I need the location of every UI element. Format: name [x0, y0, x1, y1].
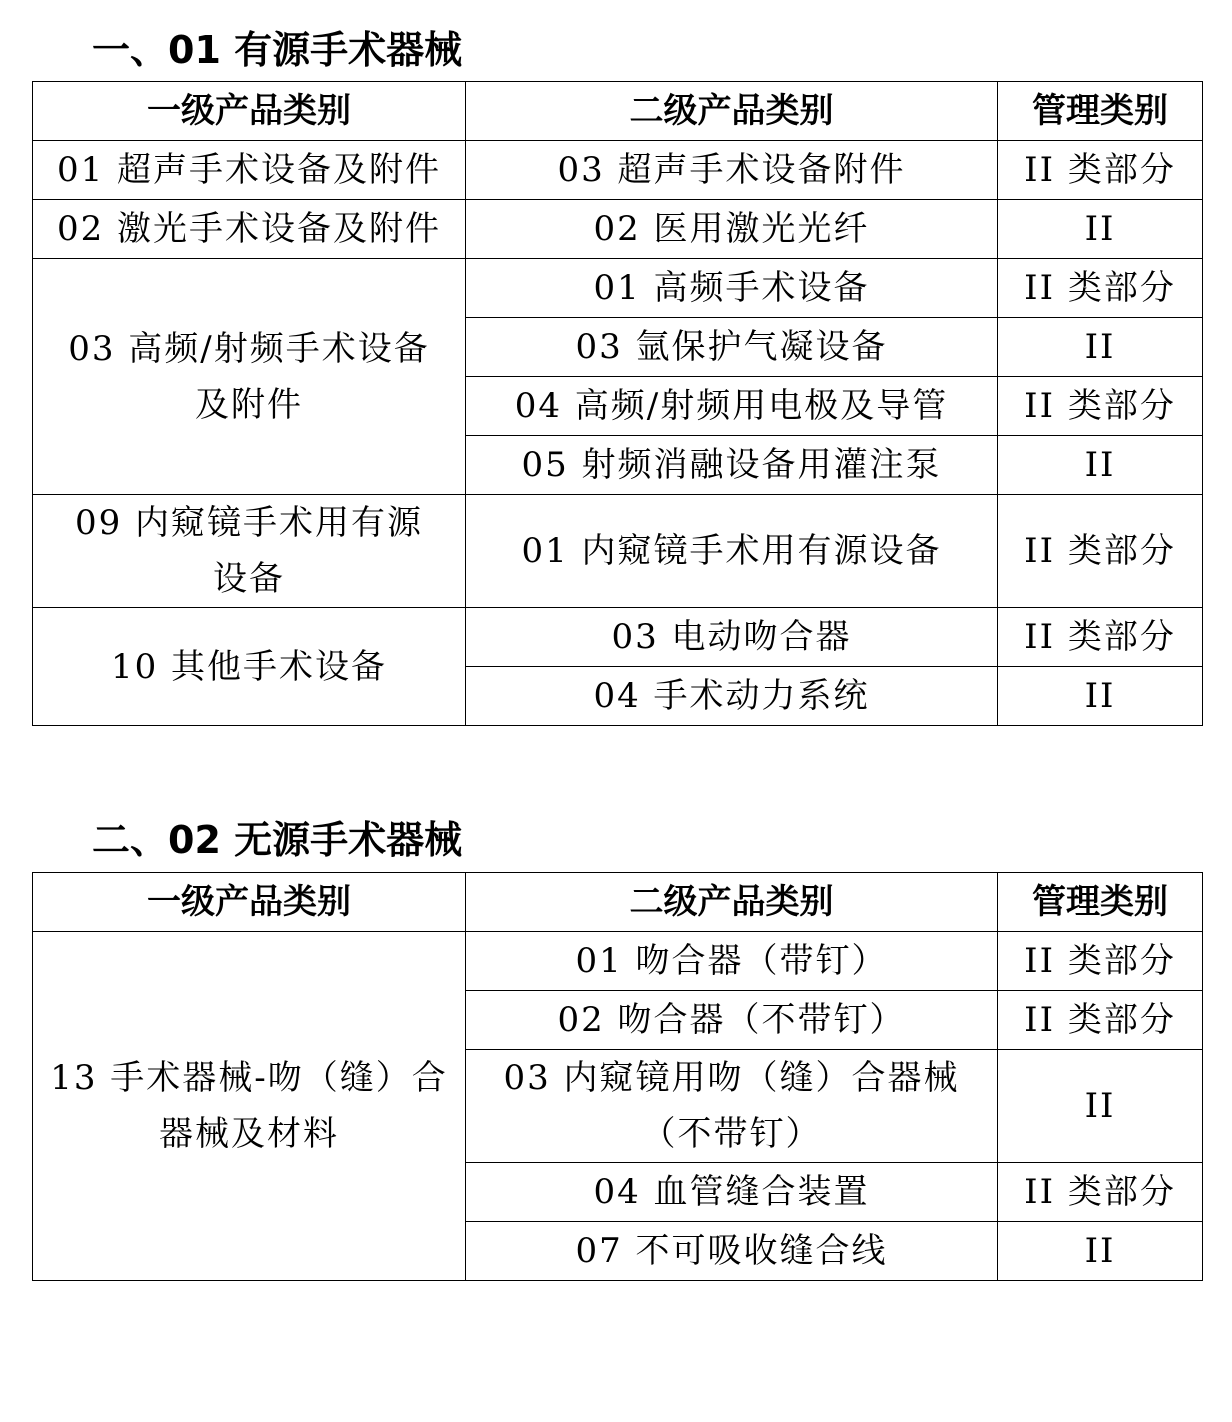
management-class-cell: II — [998, 667, 1203, 726]
secondary-category-cell: 04 高频/射频用电极及导管 — [466, 377, 998, 436]
header-management-class: 管理类别 — [998, 873, 1203, 932]
primary-category-cell: 03 高频/射频手术设备及附件 — [33, 259, 466, 495]
secondary-category-cell: 03 超声手术设备附件 — [466, 141, 998, 200]
primary-category-cell: 02 激光手术设备及附件 — [33, 200, 466, 259]
table-header-row — [33, 873, 1203, 932]
primary-category-cell: 10 其他手术设备 — [33, 608, 466, 726]
passive-surgical-instruments-table — [32, 872, 1203, 1281]
management-class-cell: II 类部分 — [998, 141, 1203, 200]
table-row — [33, 141, 1203, 200]
header-secondary-category: 二级产品类别 — [466, 873, 998, 932]
management-class-cell: II — [998, 200, 1203, 259]
secondary-category-cell: 02 吻合器（不带钉） — [466, 991, 998, 1050]
table-row — [33, 259, 1203, 318]
table-header-row — [33, 82, 1203, 141]
header-secondary-category: 二级产品类别 — [466, 82, 998, 141]
primary-category-cell: 01 超声手术设备及附件 — [33, 141, 466, 200]
section-1-title: 一、01 有源手术器械 — [92, 28, 463, 72]
header-primary-category: 一级产品类别 — [33, 873, 466, 932]
table-row — [33, 608, 1203, 667]
secondary-category-cell: 02 医用激光光纤 — [466, 200, 998, 259]
secondary-category-cell: 03 内窥镜用吻（缝）合器械（不带钉） — [466, 1050, 998, 1163]
management-class-cell: II 类部分 — [998, 608, 1203, 667]
secondary-category-cell: 03 氩保护气凝设备 — [466, 318, 998, 377]
secondary-category-cell: 03 电动吻合器 — [466, 608, 998, 667]
active-surgical-instruments-table — [32, 81, 1203, 726]
header-primary-category: 一级产品类别 — [33, 82, 466, 141]
management-class-cell: II 类部分 — [998, 932, 1203, 991]
secondary-category-cell: 04 手术动力系统 — [466, 667, 998, 726]
primary-category-cell: 09 内窥镜手术用有源设备 — [33, 495, 466, 608]
secondary-category-cell: 01 内窥镜手术用有源设备 — [466, 495, 998, 608]
management-class-cell: II 类部分 — [998, 259, 1203, 318]
secondary-category-cell: 07 不可吸收缝合线 — [466, 1222, 998, 1281]
header-management-class: 管理类别 — [998, 82, 1203, 141]
secondary-category-cell: 01 高频手术设备 — [466, 259, 998, 318]
management-class-cell: II 类部分 — [998, 1163, 1203, 1222]
table-row — [33, 495, 1203, 608]
section-2-title: 二、02 无源手术器械 — [92, 818, 463, 862]
management-class-cell: II — [998, 1050, 1203, 1163]
management-class-cell: II 类部分 — [998, 991, 1203, 1050]
table-row — [33, 932, 1203, 991]
secondary-category-cell: 05 射频消融设备用灌注泵 — [466, 436, 998, 495]
management-class-cell: II 类部分 — [998, 495, 1203, 608]
management-class-cell: II — [998, 1222, 1203, 1281]
management-class-cell: II — [998, 436, 1203, 495]
primary-category-cell: 13 手术器械-吻（缝）合器械及材料 — [33, 932, 466, 1281]
management-class-cell: II — [998, 318, 1203, 377]
table-row — [33, 200, 1203, 259]
secondary-category-cell: 04 血管缝合装置 — [466, 1163, 998, 1222]
management-class-cell: II 类部分 — [998, 377, 1203, 436]
secondary-category-cell: 01 吻合器（带钉） — [466, 932, 998, 991]
